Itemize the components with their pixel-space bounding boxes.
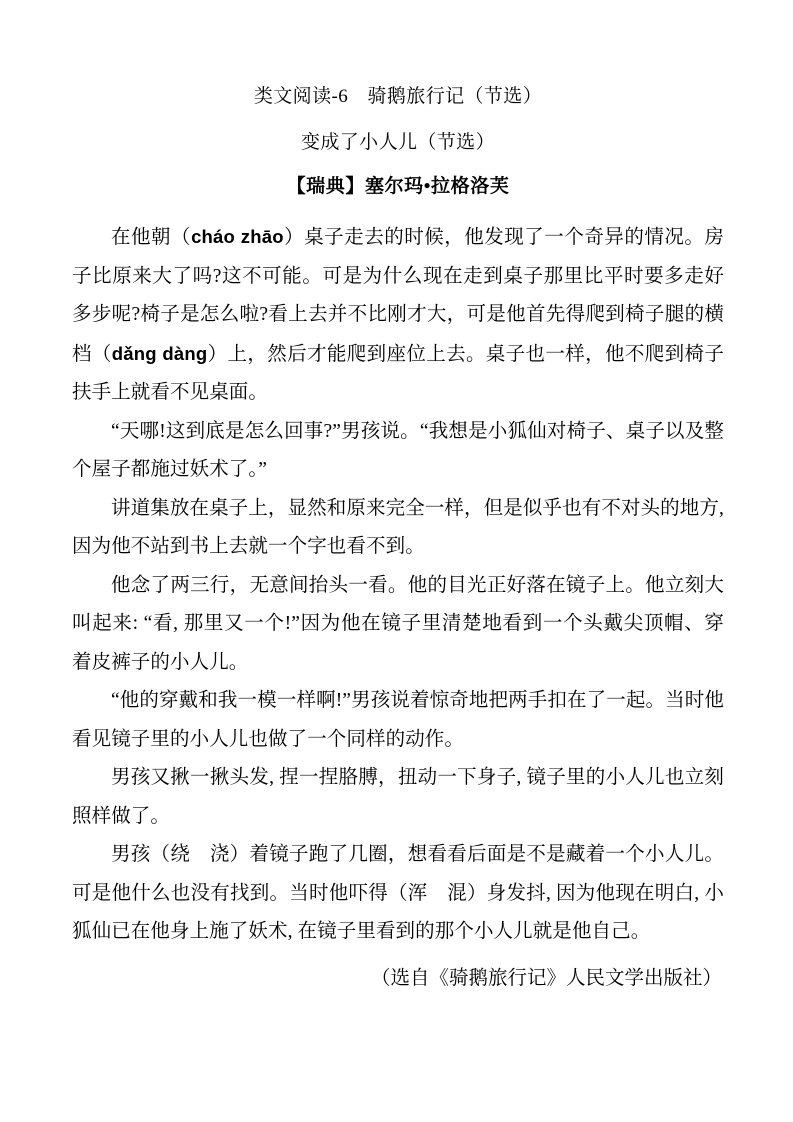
document-subtitle: 变成了小人儿（节选） [300, 132, 495, 153]
pinyin-annotation: dǎng dàng [111, 342, 208, 364]
text-run: 讲道集放在桌子上，显然和原来完全一样，但是似乎也有不对头的地方, 因为他不站到书上去就一个字也看不到。 [72, 497, 724, 557]
body-paragraph [72, 836, 724, 952]
text-run: “他的穿戴和我一模一样啊!”男孩说着惊奇地把两手扣在了一起。当时他看见镜子里的小人儿也做了一个同样的动作。 [72, 690, 724, 750]
text-run: ）上，然后才能爬到座位上去。桌子也一样，他不爬到椅子扶手上就看不见桌面。 [72, 343, 724, 403]
body-paragraph [72, 413, 724, 490]
body-text [72, 218, 724, 952]
pinyin-annotation: cháo zhāo [191, 226, 284, 247]
page-title: 类文阅读-6 骑鹅旅行记（节选） [253, 86, 543, 107]
spacer-after-title [72, 116, 724, 124]
text-run: “天哪!这到底是怎么回事?”男孩说。“我想是小狐仙对椅子、桌子以及整个屋子都施过妖术了。” [72, 420, 724, 480]
text-run: ）桌子走去的时候，他发现了一个奇异的情况。房子比原来大了吗?这不可能。可是为什么现在走到桌子那里比平时要多走好多步呢?椅子是怎么啦?看上去并不比刚才大，可是他首先得爬到椅子腿的横档（ [72, 227, 724, 365]
text-run: 他念了两三行，无意间抬头一看。他的目光正好落在镜子上。他立刻大叫起来: “看, 那里又一个!”因为他在镜子里清楚地看到一个头戴尖顶帽、穿着皮裤子的小人儿。 [72, 574, 724, 673]
source-attribution: （选自《骑鹅旅行记》人民文学出版社） [370, 967, 722, 989]
body-paragraph [72, 682, 724, 759]
author-byline: 【瑞典】塞尔玛•拉格洛芙 [286, 176, 510, 197]
spacer-before-source [72, 952, 724, 960]
body-paragraph [72, 567, 724, 683]
document-content [72, 78, 724, 998]
text-run: 在他朝（ [111, 227, 192, 248]
spacer-after-author [72, 206, 724, 218]
text-run: 男孩又揪一揪头发, 捏一捏胳膊，扭动一下身子, 镜子里的小人儿也立刻照样做了。 [72, 767, 724, 827]
body-paragraph [72, 759, 724, 836]
text-run: 男孩（绕 浇）着镜子跑了几圈，想看看后面是不是藏着一个小人儿。可是他什么也没有找到。当时他吓得（浑 混）身发抖, 因为他现在明白, 小狐仙已在他身上施了妖术, 在镜子里看到的那个小人儿就是他自己。 [72, 844, 724, 942]
body-paragraph [72, 218, 724, 413]
body-paragraph [72, 490, 724, 567]
